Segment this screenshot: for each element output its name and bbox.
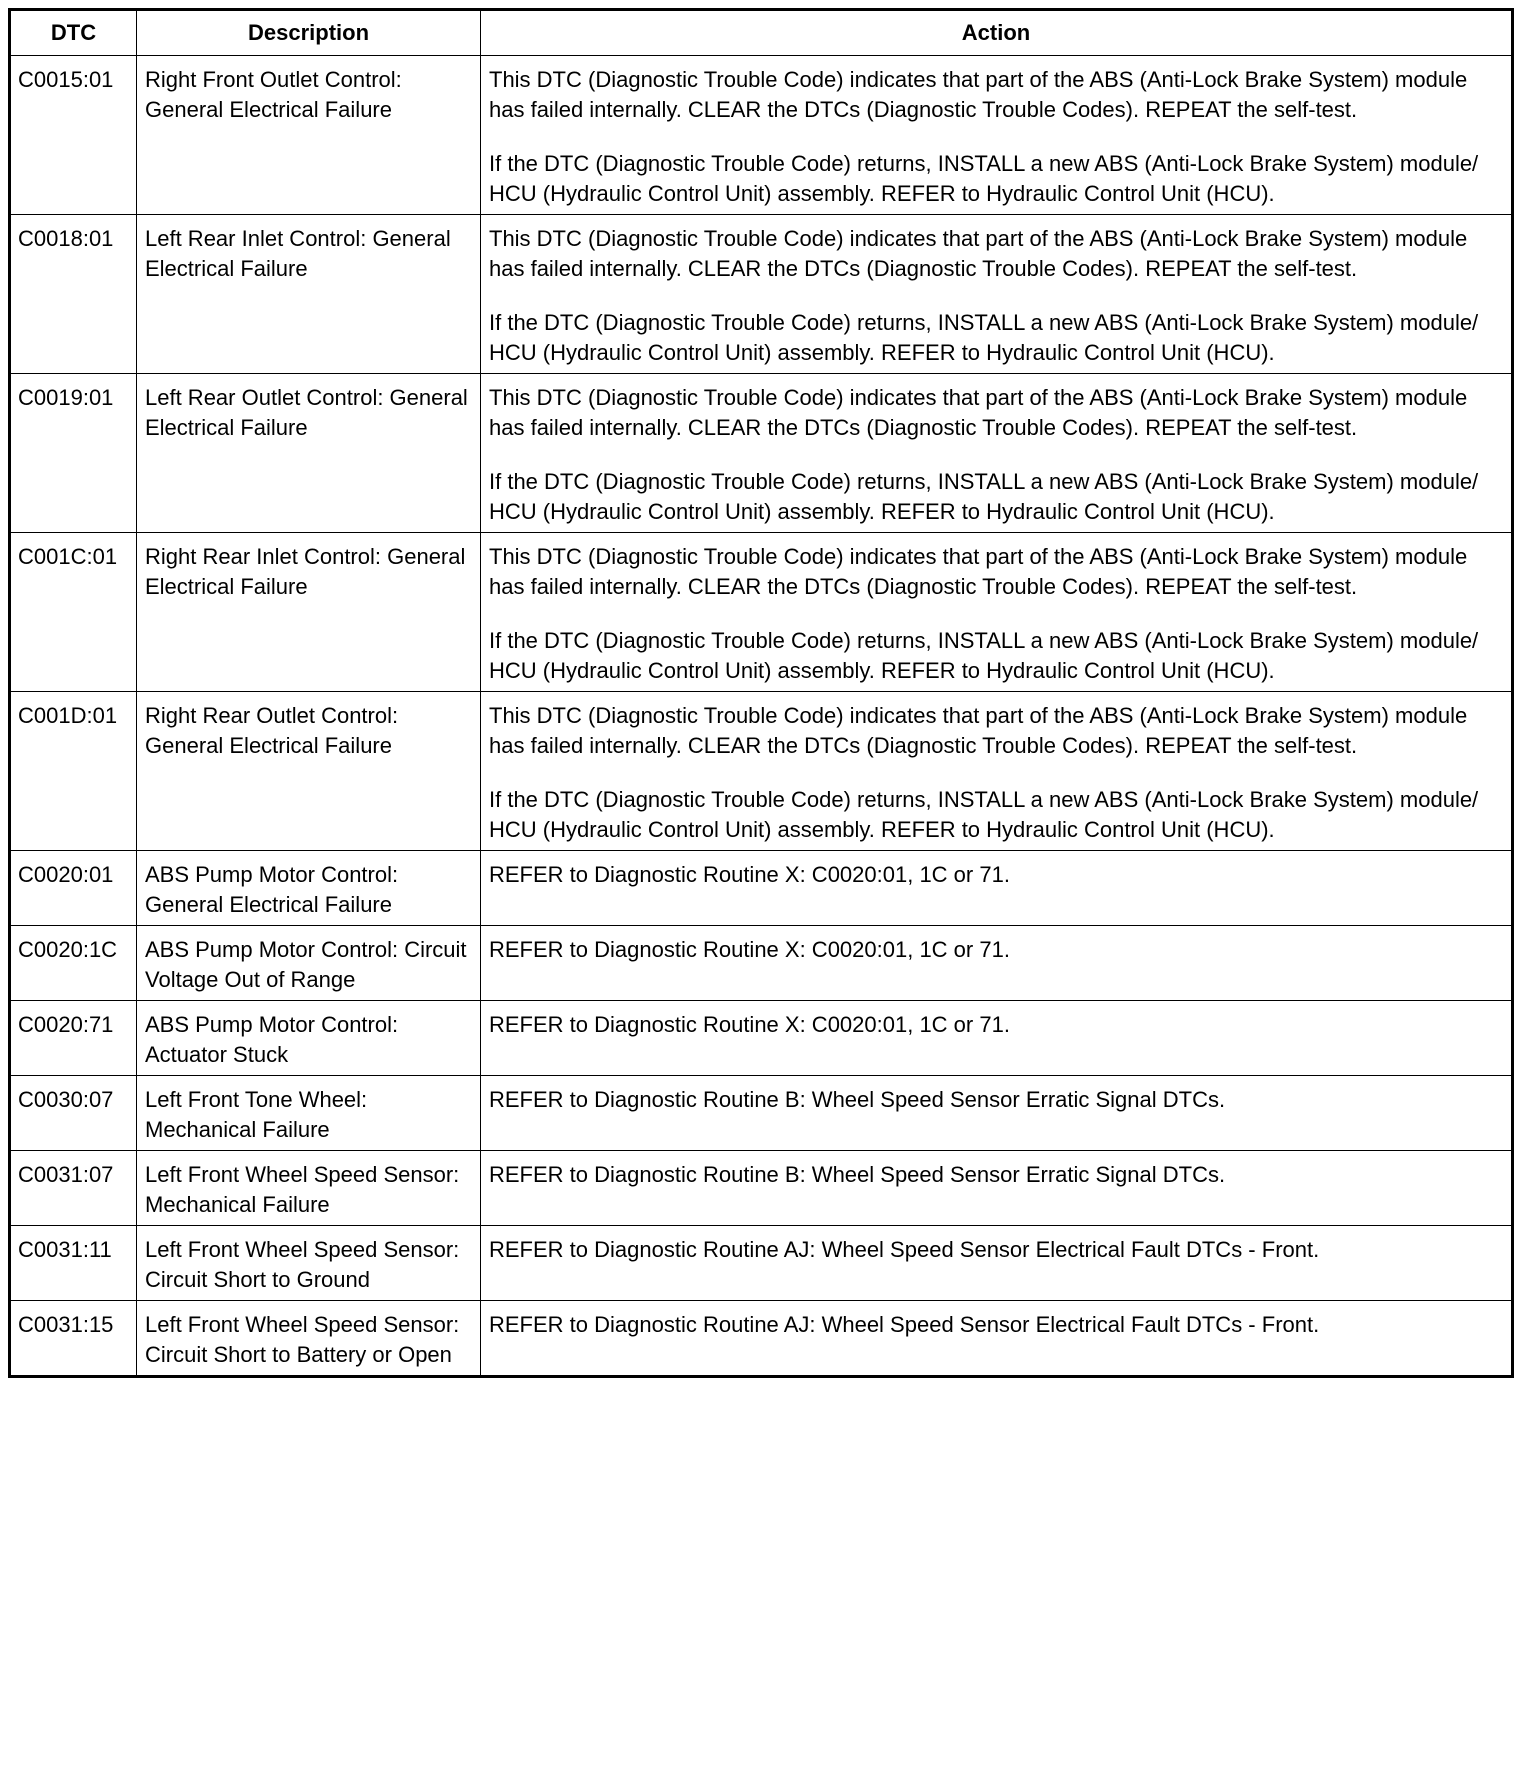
action-cell: [481, 56, 1513, 215]
action-cell: [481, 851, 1513, 926]
action-paragraph: If the DTC (Diagnostic Trouble Code) returns, INSTALL a new ABS (Anti-Lock Brake System) module/ HCU (Hydraulic Control Unit) assembly. REFER to Hydraulic Control Unit (HCU).: [489, 628, 1479, 683]
action-paragraph: REFER to Diagnostic Routine AJ: Wheel Speed Sensor Electrical Fault DTCs - Front.: [489, 1237, 1320, 1262]
action-cell: [481, 1301, 1513, 1377]
dtc-code-cell: C0018:01: [10, 215, 137, 374]
dtc-code-cell: C0031:15: [10, 1301, 137, 1377]
column-header-dtc: DTC: [10, 10, 137, 56]
description-cell: Right Rear Inlet Control: General Electrical Failure: [137, 533, 481, 692]
table-row: [10, 1301, 1513, 1377]
action-paragraph: If the DTC (Diagnostic Trouble Code) returns, INSTALL a new ABS (Anti-Lock Brake System) module/ HCU (Hydraulic Control Unit) assembly. REFER to Hydraulic Control Unit (HCU).: [489, 469, 1479, 524]
dtc-code-cell: C001C:01: [10, 533, 137, 692]
dtc-code-cell: C0015:01: [10, 56, 137, 215]
table-row: [10, 215, 1513, 374]
description-cell: ABS Pump Motor Control: Actuator Stuck: [137, 1001, 481, 1076]
table-row: [10, 692, 1513, 851]
action-cell: [481, 533, 1513, 692]
dtc-code-cell: C0020:71: [10, 1001, 137, 1076]
description-cell: Right Rear Outlet Control: General Electrical Failure: [137, 692, 481, 851]
column-header-description: Description: [137, 10, 481, 56]
dtc-code-cell: C0031:11: [10, 1226, 137, 1301]
description-cell: Left Front Tone Wheel: Mechanical Failure: [137, 1076, 481, 1151]
action-paragraph: REFER to Diagnostic Routine AJ: Wheel Speed Sensor Electrical Fault DTCs - Front.: [489, 1312, 1320, 1337]
action-cell: [481, 926, 1513, 1001]
dtc-code-cell: C0020:1C: [10, 926, 137, 1001]
action-paragraph: REFER to Diagnostic Routine B: Wheel Speed Sensor Erratic Signal DTCs.: [489, 1087, 1226, 1112]
action-paragraph: REFER to Diagnostic Routine X: C0020:01, 1C or 71.: [489, 937, 1010, 962]
description-cell: Left Front Wheel Speed Sensor: Circuit Short to Ground: [137, 1226, 481, 1301]
action-paragraph: If the DTC (Diagnostic Trouble Code) returns, INSTALL a new ABS (Anti-Lock Brake System) module/ HCU (Hydraulic Control Unit) assembly. REFER to Hydraulic Control Unit (HCU).: [489, 787, 1479, 842]
action-paragraph: REFER to Diagnostic Routine X: C0020:01, 1C or 71.: [489, 1012, 1010, 1037]
action-cell: [481, 215, 1513, 374]
description-cell: Left Rear Inlet Control: General Electrical Failure: [137, 215, 481, 374]
dtc-code-cell: C0020:01: [10, 851, 137, 926]
dtc-code-cell: C0019:01: [10, 374, 137, 533]
table-row: [10, 851, 1513, 926]
action-paragraph: This DTC (Diagnostic Trouble Code) indicates that part of the ABS (Anti-Lock Brake System) module has failed internally. CLEAR the DTCs (Diagnostic Trouble Codes). REPEAT the self-test.: [489, 67, 1468, 122]
description-cell: ABS Pump Motor Control: General Electrical Failure: [137, 851, 481, 926]
action-paragraph: This DTC (Diagnostic Trouble Code) indicates that part of the ABS (Anti-Lock Brake System) module has failed internally. CLEAR the DTCs (Diagnostic Trouble Codes). REPEAT the self-test.: [489, 385, 1468, 440]
dtc-code-cell: C001D:01: [10, 692, 137, 851]
table-row: [10, 1001, 1513, 1076]
dtc-code-cell: C0030:07: [10, 1076, 137, 1151]
dtc-code-cell: C0031:07: [10, 1151, 137, 1226]
description-cell: Left Rear Outlet Control: General Electrical Failure: [137, 374, 481, 533]
table-row: [10, 926, 1513, 1001]
table-row: [10, 1151, 1513, 1226]
description-cell: Left Front Wheel Speed Sensor: Circuit Short to Battery or Open: [137, 1301, 481, 1377]
action-cell: [481, 1226, 1513, 1301]
action-cell: [481, 1076, 1513, 1151]
table-row: [10, 1076, 1513, 1151]
description-cell: Right Front Outlet Control: General Electrical Failure: [137, 56, 481, 215]
action-cell: [481, 1151, 1513, 1226]
action-paragraph: If the DTC (Diagnostic Trouble Code) returns, INSTALL a new ABS (Anti-Lock Brake System) module/ HCU (Hydraulic Control Unit) assembly. REFER to Hydraulic Control Unit (HCU).: [489, 151, 1479, 206]
action-cell: [481, 1001, 1513, 1076]
table-row: [10, 1226, 1513, 1301]
action-paragraph: REFER to Diagnostic Routine B: Wheel Speed Sensor Erratic Signal DTCs.: [489, 1162, 1226, 1187]
action-paragraph: This DTC (Diagnostic Trouble Code) indicates that part of the ABS (Anti-Lock Brake System) module has failed internally. CLEAR the DTCs (Diagnostic Trouble Codes). REPEAT the self-test.: [489, 226, 1468, 281]
table-row: [10, 374, 1513, 533]
action-cell: [481, 374, 1513, 533]
action-cell: [481, 692, 1513, 851]
table-body: [10, 56, 1513, 1377]
table-header-row: [10, 10, 1513, 56]
table-row: [10, 533, 1513, 692]
action-paragraph: This DTC (Diagnostic Trouble Code) indicates that part of the ABS (Anti-Lock Brake System) module has failed internally. CLEAR the DTCs (Diagnostic Trouble Codes). REPEAT the self-test.: [489, 703, 1468, 758]
description-cell: Left Front Wheel Speed Sensor: Mechanical Failure: [137, 1151, 481, 1226]
action-paragraph: If the DTC (Diagnostic Trouble Code) returns, INSTALL a new ABS (Anti-Lock Brake System) module/ HCU (Hydraulic Control Unit) assembly. REFER to Hydraulic Control Unit (HCU).: [489, 310, 1479, 365]
description-cell: ABS Pump Motor Control: Circuit Voltage Out of Range: [137, 926, 481, 1001]
dtc-table: [8, 8, 1514, 1378]
column-header-action: Action: [481, 10, 1513, 56]
action-paragraph: This DTC (Diagnostic Trouble Code) indicates that part of the ABS (Anti-Lock Brake System) module has failed internally. CLEAR the DTCs (Diagnostic Trouble Codes). REPEAT the self-test.: [489, 544, 1468, 599]
action-paragraph: REFER to Diagnostic Routine X: C0020:01, 1C or 71.: [489, 862, 1010, 887]
table-row: [10, 56, 1513, 215]
